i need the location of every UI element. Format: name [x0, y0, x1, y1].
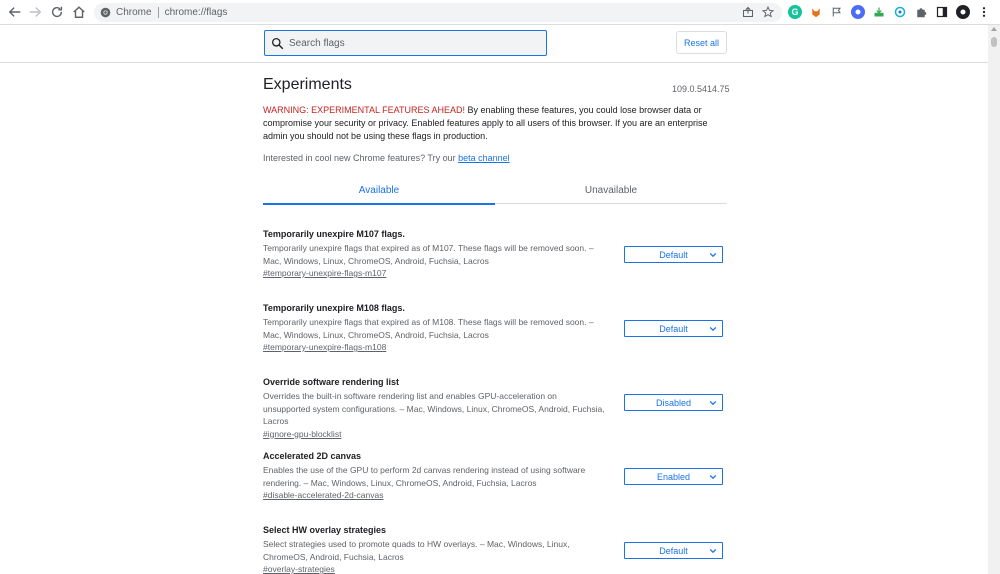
flag-name: Override software rendering list — [263, 377, 400, 387]
beta-channel-message — [263, 153, 510, 163]
extensions-bar — [788, 5, 991, 19]
forward-button[interactable] — [23, 0, 47, 24]
site-label: Chrome — [116, 7, 152, 18]
flag-extension-icon[interactable] — [830, 5, 844, 19]
shield-extension-icon[interactable] — [851, 5, 865, 19]
chevron-down-icon — [709, 547, 717, 555]
flag-item — [263, 451, 727, 500]
flag-state-select[interactable] — [624, 246, 723, 263]
flag-description: Overrides the built-in software rendering list and enables GPU-acceleration on unsupported system configurations. – Mac, Windows, Linux, ChromeOS, Android, Fuchsia, Lacros — [263, 391, 605, 426]
flag-state-value: Enabled — [656, 471, 691, 482]
flag-state-select[interactable] — [624, 542, 723, 559]
reload-button[interactable] — [45, 0, 69, 24]
flag-anchor-link[interactable]: #ignore-gpu-blocklist — [263, 428, 342, 439]
flag-anchor-link[interactable]: #disable-accelerated-2d-canvas — [263, 490, 384, 500]
tab-unavailable[interactable]: Unavailable — [584, 184, 638, 196]
arrow-right-icon — [28, 5, 42, 19]
chevron-down-icon — [709, 325, 717, 333]
flag-state-select[interactable] — [624, 320, 723, 337]
flag-description: Temporarily unexpire flags that expired as of M108. These flags will be removed soon. – Mac, Windows, Linux, ChromeOS, Android, Fuchsia, Lacros — [263, 317, 594, 340]
search-input[interactable] — [289, 38, 529, 49]
warning-message — [263, 104, 729, 143]
flag-description: Temporarily unexpire flags that expired as of M107. These flags will be removed soon. – Mac, Windows, Linux, ChromeOS, Android, Fuchsia, Lacros — [263, 243, 594, 266]
flag-state-value: Disabled — [655, 397, 692, 408]
menu-kebab-icon[interactable] — [977, 5, 991, 19]
download-extension-icon[interactable] — [872, 5, 886, 19]
home-button[interactable] — [67, 0, 91, 24]
page-title: Experiments — [263, 76, 352, 93]
flag-description: Select strategies used to promote quads to HW overlays. – Mac, Windows, Linux, ChromeOS, Android, Fuchsia, Lacros — [263, 539, 570, 562]
reset-all-button[interactable]: Reset all — [676, 31, 727, 54]
flag-state-value: Default — [659, 545, 688, 556]
bookmark-star-icon[interactable] — [762, 6, 774, 18]
interest-text: Interested in cool new Chrome features? Try our — [263, 153, 459, 163]
browser-toolbar — [0, 0, 1000, 25]
flag-anchor-link[interactable]: #overlay-strategies — [263, 564, 335, 574]
beta-channel-link[interactable]: beta channel — [458, 153, 510, 163]
chevron-down-icon — [709, 473, 717, 481]
flag-name: Select HW overlay strategies — [263, 525, 387, 535]
flag-item — [263, 377, 727, 439]
chevron-down-icon — [709, 399, 717, 407]
flag-state-select[interactable] — [624, 394, 723, 411]
flag-anchor-link[interactable]: #temporary-unexpire-flags-m108 — [263, 342, 387, 352]
fox-extension-icon[interactable] — [809, 5, 823, 19]
home-icon — [72, 5, 86, 19]
profile-avatar[interactable] — [956, 5, 970, 19]
url-text: chrome://flags — [164, 7, 228, 18]
flag-anchor-link[interactable]: #temporary-unexpire-flags-m107 — [263, 268, 387, 278]
flag-item — [263, 229, 727, 278]
warning-prefix: WARNING: EXPERIMENTAL FEATURES AHEAD! — [263, 105, 466, 115]
target-extension-icon[interactable] — [893, 5, 907, 19]
version-label: 109.0.5414.75 — [672, 84, 730, 94]
warning-body: By enabling these features, you could lose browser data or compromise your security or privacy. Enabled features apply to all users of this browser. If you are an enterprise admin you should not be using these flags in production. — [263, 105, 708, 141]
omnibox-divider — [158, 7, 159, 18]
flag-state-value: Default — [659, 249, 688, 260]
flag-description: Enables the use of the GPU to perform 2d canvas rendering instead of using software rendering. – Mac, Windows, Linux, ChromeOS, Android, Fuchsia, Lacros — [263, 465, 586, 488]
flag-name: Temporarily unexpire M108 flags. — [263, 303, 405, 313]
flag-name: Temporarily unexpire M107 flags. — [263, 229, 405, 239]
flag-state-value: Default — [659, 323, 688, 334]
search-icon — [271, 37, 284, 50]
scroll-up-arrow-icon[interactable] — [991, 27, 997, 31]
flag-name: Accelerated 2D canvas — [263, 451, 362, 461]
page-scrollbar[interactable] — [988, 25, 1000, 574]
chrome-icon — [100, 7, 111, 18]
address-bar[interactable] — [94, 3, 782, 22]
share-icon[interactable] — [742, 6, 754, 18]
scrollbar-thumb[interactable] — [991, 37, 997, 47]
grammarly-extension-icon[interactable]: G — [788, 5, 802, 19]
flag-item — [263, 525, 727, 574]
flags-search-header — [0, 25, 988, 63]
arrow-left-icon — [8, 5, 22, 19]
tab-available[interactable]: Available — [263, 176, 495, 204]
chevron-down-icon — [709, 251, 717, 259]
flags-tabs — [263, 176, 727, 204]
flag-state-select[interactable] — [624, 468, 723, 485]
flag-item — [263, 303, 727, 352]
search-box[interactable] — [264, 30, 547, 56]
reload-icon — [50, 5, 64, 19]
side-panel-icon[interactable] — [935, 5, 949, 19]
puzzle-extensions-icon[interactable] — [914, 5, 928, 19]
